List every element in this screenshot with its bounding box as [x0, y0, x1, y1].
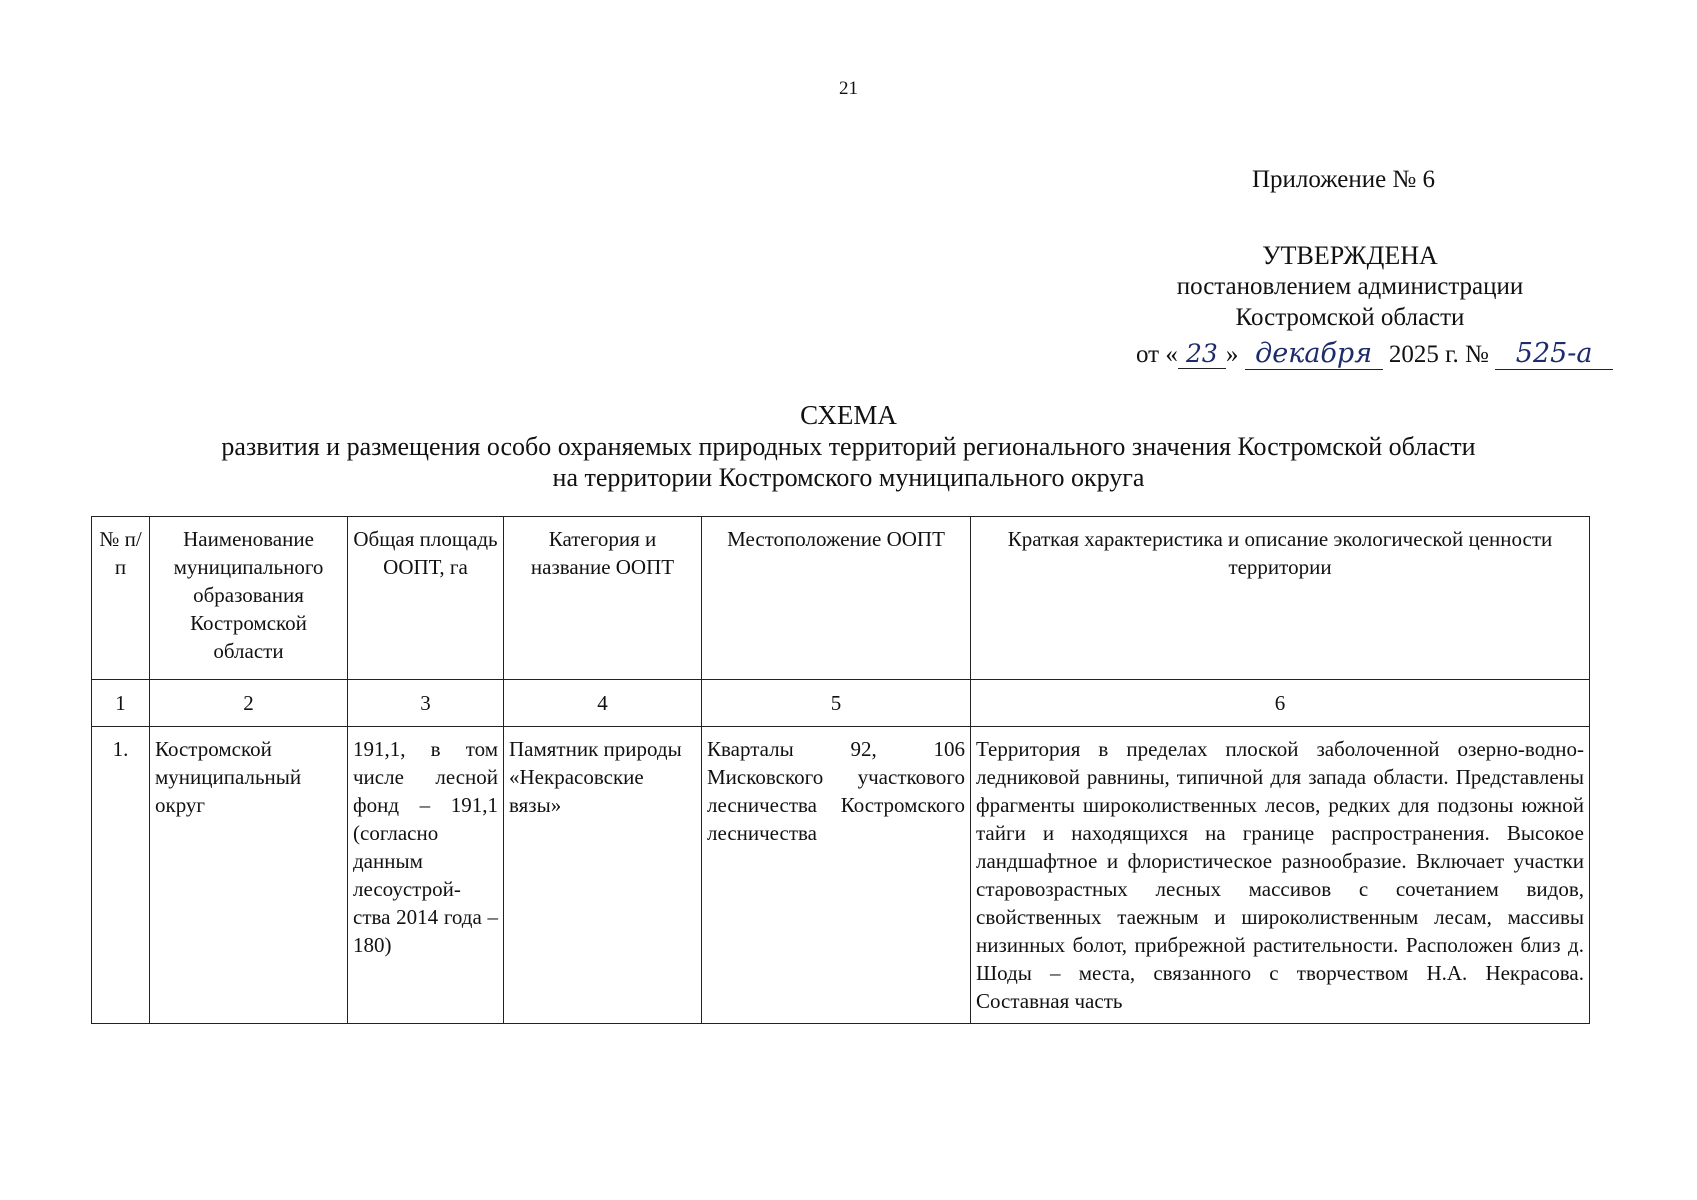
cell-number: 1.: [92, 727, 150, 1024]
title-heading: СХЕМА: [800, 400, 897, 430]
header-description: Краткая характеристика и описание экологической ценности территории: [971, 517, 1590, 680]
table-header-row: [92, 517, 1590, 680]
title-line-2: на территории Костромского муниципального округа: [552, 463, 1145, 492]
column-number: 1: [92, 680, 150, 727]
handwritten-decree-number: 525-а: [1495, 338, 1613, 370]
column-number: 2: [150, 680, 348, 727]
column-number: 6: [971, 680, 1590, 727]
header-municipality: Наименование муниципального образования Костромской области: [150, 517, 348, 680]
cell-category: Памятник природы «Некрасовские вязы»: [504, 727, 702, 1024]
date-prefix: от «: [1136, 341, 1178, 368]
approval-date-line: [1136, 338, 1613, 370]
column-number-row: [92, 680, 1590, 727]
cell-location: Кварталы 92, 106 Мисковского участкового лесничества Костромского лесничества: [702, 727, 971, 1024]
column-number: 4: [504, 680, 702, 727]
approval-block: [1140, 240, 1560, 333]
column-number: 5: [702, 680, 971, 727]
page-number: 21: [839, 78, 858, 99]
handwritten-day: 23: [1178, 339, 1226, 369]
date-close-quote: »: [1225, 341, 1239, 368]
cell-description: Территория в пределах плоской заболоченной озерно-водно-ледниковой равнины, типичной для запада области. Представлены фрагменты широколиственных лесов, редких для подзоны южной тайги и находящихся на границе распространения. Высокое ландшафтное и флористическое разнообразие. Включает участки старовозрастных лесных массивов с сочетанием видов, свойственных таежным и широколиственным лесам, массивы низинных болот, прибрежной растительности. Расположен близ д. Шоды – места, связанного с творчеством Н.А. Некрасова. Составная часть: [971, 727, 1590, 1024]
handwritten-month: декабря: [1245, 338, 1383, 370]
approval-line-2: Костромской области: [1235, 304, 1465, 331]
header-category: Категория и название ООПТ: [504, 517, 702, 680]
year-and-number-label: 2025 г. №: [1388, 341, 1489, 368]
cell-area: 191,1, в том числе лесной фонд – 191,1 (согласно данным лесоустрой-ства 2014 года – 180): [348, 727, 504, 1024]
schema-table: [91, 516, 1590, 1024]
cell-municipality: Костромской муниципальный округ: [150, 727, 348, 1024]
approved-heading: УТВЕРЖДЕНА: [1262, 241, 1438, 270]
column-number: 3: [348, 680, 504, 727]
appendix-label: Приложение № 6: [1252, 166, 1436, 193]
table-row: [92, 727, 1590, 1024]
header-location: Местоположение ООПТ: [702, 517, 971, 680]
header-area: Общая площадь ООПТ, га: [348, 517, 504, 680]
document-title: [0, 400, 1697, 493]
header-number: № п/п: [92, 517, 150, 680]
title-line-1: развития и размещения особо охраняемых природных территорий регионального значения Костромской области: [221, 432, 1476, 461]
approval-line-1: постановлением администрации: [1176, 273, 1524, 300]
